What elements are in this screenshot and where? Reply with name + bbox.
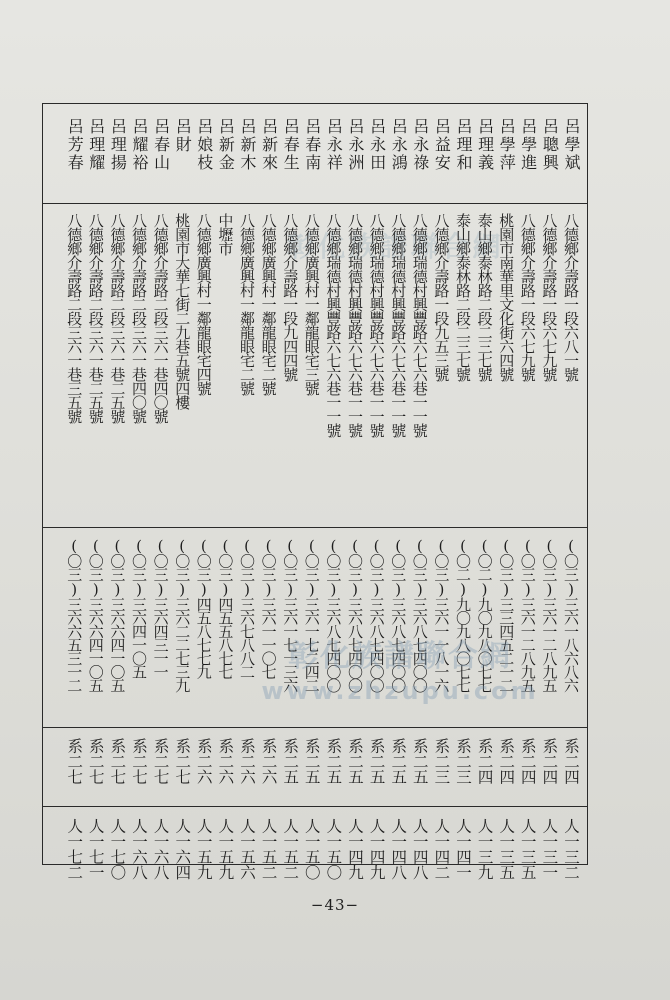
entry-phone: (〇三)三三四五二一二 — [497, 537, 516, 692]
entry-count: 人一四九 — [346, 818, 364, 880]
entry-phone: (〇三)三六一八六八六 — [562, 537, 580, 692]
entry-count: 人一五〇 — [302, 818, 321, 880]
entry-class: 系二四 — [475, 738, 494, 785]
entry-phone: (〇三)三六八七四〇〇 — [389, 537, 408, 692]
entry-phone: (〇三)三六八七四〇〇 — [324, 537, 343, 692]
entry-name: 呂春山 — [151, 118, 171, 172]
entry-address: 八德鄉瑞德村興豐路六七六巷一一號 — [389, 213, 408, 437]
entry-address: 八德鄉廣興村一鄰龍眼宅二號 — [238, 213, 256, 395]
entry-count: 人一三九 — [475, 818, 494, 880]
watermark-url: www.zhzupu.com — [261, 677, 539, 705]
entry-address: 八德鄉介壽路一段九五三號 — [432, 213, 451, 381]
entry-phone: (〇三)三六八七四〇〇 — [346, 537, 364, 692]
entry-phone: (〇三)四五八七七九 — [194, 537, 213, 678]
entry-address: 八德鄉瑞德村興豐路六七六巷一一號 — [324, 213, 343, 437]
entry-name: 呂理和 — [454, 118, 473, 172]
entry-name: 呂新來 — [259, 118, 279, 172]
entry-address: 泰山鄉泰林路二段二三七號 — [454, 213, 472, 381]
entry-phone: (〇三)三六八七四〇〇 — [367, 537, 386, 692]
entry-class: 系二五 — [389, 738, 408, 785]
entry-count: 人一三一 — [540, 818, 559, 880]
divider-class-count — [42, 806, 588, 807]
entry-address: 八德鄉介壽路一段六七九號 — [540, 213, 559, 381]
entry-class: 系二七 — [130, 738, 148, 785]
entry-name: 呂春南 — [302, 118, 322, 172]
entry-count: 人一四八 — [389, 818, 408, 880]
entry-class: 系二三 — [454, 738, 472, 785]
entry-count: 人一六八 — [130, 818, 148, 880]
entry-phone: (〇三)三六七八八二 — [238, 537, 256, 678]
watermark-title: 彰化族譜聯合網 — [288, 639, 512, 674]
divider-address-phone — [42, 527, 588, 528]
entry-name: 呂理義 — [475, 118, 495, 172]
entry-phone: (〇三)三六一七一三六 — [281, 537, 300, 692]
entry-phone: (〇三)三六四三一一 — [151, 537, 170, 678]
entry-address: 八德鄉介壽路二段三六一巷四〇號 — [130, 213, 148, 423]
entry-count: 人一四二 — [432, 818, 451, 880]
entry-class: 系二六 — [238, 738, 256, 785]
entry-address: 八德鄉介壽路二段三六一巷四〇號 — [151, 213, 170, 423]
entry-count: 人一六八 — [151, 818, 170, 880]
entry-class: 系二五 — [346, 738, 364, 785]
watermark-top: 彰化族譜聯合網 — [286, 230, 504, 263]
entry-class: 系二四 — [562, 738, 580, 785]
entry-phone: (〇三)三六一二八九五 — [540, 537, 559, 692]
entry-count: 人一六四 — [173, 818, 192, 880]
entry-count: 人一四八 — [410, 818, 429, 880]
entry-name: 呂永祿 — [410, 118, 430, 172]
entry-count: 人一七〇 — [108, 818, 127, 880]
entry-name: 呂春生 — [281, 118, 301, 172]
entry-class: 系二四 — [540, 738, 559, 785]
entry-name: 呂理耀 — [86, 118, 106, 172]
entry-name: 呂益安 — [432, 118, 452, 172]
entry-class: 系二六 — [216, 738, 235, 785]
entry-phone: (〇二)九〇九八〇七七 — [475, 537, 494, 692]
entry-address: 八德鄉瑞德村興豐路六七六巷一一號 — [346, 213, 364, 437]
entry-name: 呂芳春 — [65, 118, 85, 172]
entry-address: 中壢市 — [216, 213, 235, 255]
entry-phone: (〇三)三六八七四〇〇 — [410, 537, 429, 692]
entry-count: 人一四九 — [367, 818, 386, 880]
entry-class: 系二五 — [302, 738, 321, 785]
entry-address: 八德鄉廣興村一鄰龍眼宅三號 — [302, 213, 321, 395]
entry-count: 人一五九 — [216, 818, 235, 880]
entry-name: 呂娘枝 — [194, 118, 214, 172]
entry-phone: (〇三)三六一一八一六 — [432, 537, 451, 692]
entry-phone: (〇三)三六一一〇七 — [259, 537, 278, 678]
entry-class: 系二三 — [432, 738, 451, 785]
entry-address: 桃園市南華里文化街六四號 — [497, 213, 516, 381]
entry-phone: (〇三)三六一七二四二 — [302, 537, 321, 692]
entry-name: 呂耀裕 — [130, 118, 149, 172]
entry-address: 八德鄉廣興村一鄰龍眼宅二號 — [259, 213, 278, 395]
entry-count: 人一五二 — [281, 818, 300, 880]
entry-address: 八德鄉介壽路二段三六一巷二五號 — [108, 213, 127, 423]
entry-count: 人一五六 — [238, 818, 256, 880]
entry-phone: (〇三)三六四一〇五 — [130, 537, 148, 678]
entry-class: 系二七 — [108, 738, 127, 785]
entry-name: 呂永洲 — [346, 118, 365, 172]
entry-address: 八德鄉介壽路一段九四四號 — [281, 213, 300, 381]
divider-name-address — [42, 203, 588, 204]
entry-class: 系二七 — [151, 738, 170, 785]
entry-count: 人一三二 — [562, 818, 580, 880]
entry-class: 系二五 — [281, 738, 300, 785]
entry-address: 八德鄉介壽路一段六八一號 — [562, 213, 580, 381]
entry-class: 系二七 — [65, 738, 84, 785]
entry-count: 人一三五 — [497, 818, 516, 880]
entry-name: 呂財 — [173, 118, 193, 154]
entry-phone: (〇三)三六一二八九五 — [518, 537, 537, 692]
entry-class: 系二五 — [324, 738, 343, 785]
entry-name: 呂新金 — [216, 118, 236, 172]
entry-class: 系二四 — [497, 738, 516, 785]
entry-name: 呂新木 — [238, 118, 257, 172]
entry-phone: (〇三)三六二二七三九 — [173, 537, 192, 692]
entry-phone: (〇三)三六六四一〇五 — [86, 537, 105, 692]
entry-address: 桃園市大華七街二九巷五號四樓 — [173, 213, 192, 409]
entry-phone: (〇三)三六六四一〇五 — [108, 537, 127, 692]
entry-count: 人一五九 — [194, 818, 213, 880]
entry-name: 呂永田 — [367, 118, 387, 172]
entry-count: 人一四一 — [454, 818, 472, 880]
entry-count: 人一七二 — [65, 818, 84, 880]
entry-phone: (〇三)三六六五三一二 — [65, 537, 84, 692]
entry-class: 系二七 — [86, 738, 105, 785]
entry-phone: (〇三)四五五八七七 — [216, 537, 235, 678]
entry-count: 人一三五 — [518, 818, 537, 880]
divider-phone-class — [42, 727, 588, 728]
entry-name: 呂永祥 — [324, 118, 344, 172]
entry-class: 系二五 — [367, 738, 386, 785]
entry-count: 人一五〇 — [324, 818, 343, 880]
entry-class: 系二四 — [518, 738, 537, 785]
entry-phone: (〇二)九〇九八〇七七 — [454, 537, 472, 692]
entry-name: 呂永鴻 — [389, 118, 409, 172]
entry-address: 八德鄉介壽路二段三六一巷二五號 — [86, 213, 105, 423]
entry-class: 系二六 — [194, 738, 213, 785]
entry-name: 呂學萍 — [497, 118, 517, 172]
page-number: −43− — [310, 896, 360, 914]
entry-name: 呂理揚 — [108, 118, 128, 172]
entry-class: 系二七 — [173, 738, 192, 785]
entry-class: 系二六 — [259, 738, 278, 785]
entry-name: 呂學斌 — [562, 118, 581, 172]
entry-address: 八德鄉介壽路一段六七九號 — [518, 213, 537, 381]
entry-address: 八德鄉介壽路二段三六一巷三五號 — [65, 213, 84, 423]
entry-address: 八德鄉廣興村一鄰龍眼宅四號 — [194, 213, 213, 395]
entry-address: 八德鄉瑞德村興豐路六七六巷一一號 — [367, 213, 386, 437]
entry-count: 人一五二 — [259, 818, 278, 880]
entry-address: 泰山鄉泰林路二段二三七號 — [475, 213, 494, 381]
entry-name: 呂學進 — [518, 118, 538, 172]
entry-count: 人一七一 — [86, 818, 105, 880]
entry-name: 呂聰興 — [540, 118, 560, 172]
watermark — [190, 640, 610, 708]
entry-class: 系二五 — [410, 738, 429, 785]
entry-address: 八德鄉瑞德村興豐路六七六巷一一號 — [410, 213, 429, 437]
